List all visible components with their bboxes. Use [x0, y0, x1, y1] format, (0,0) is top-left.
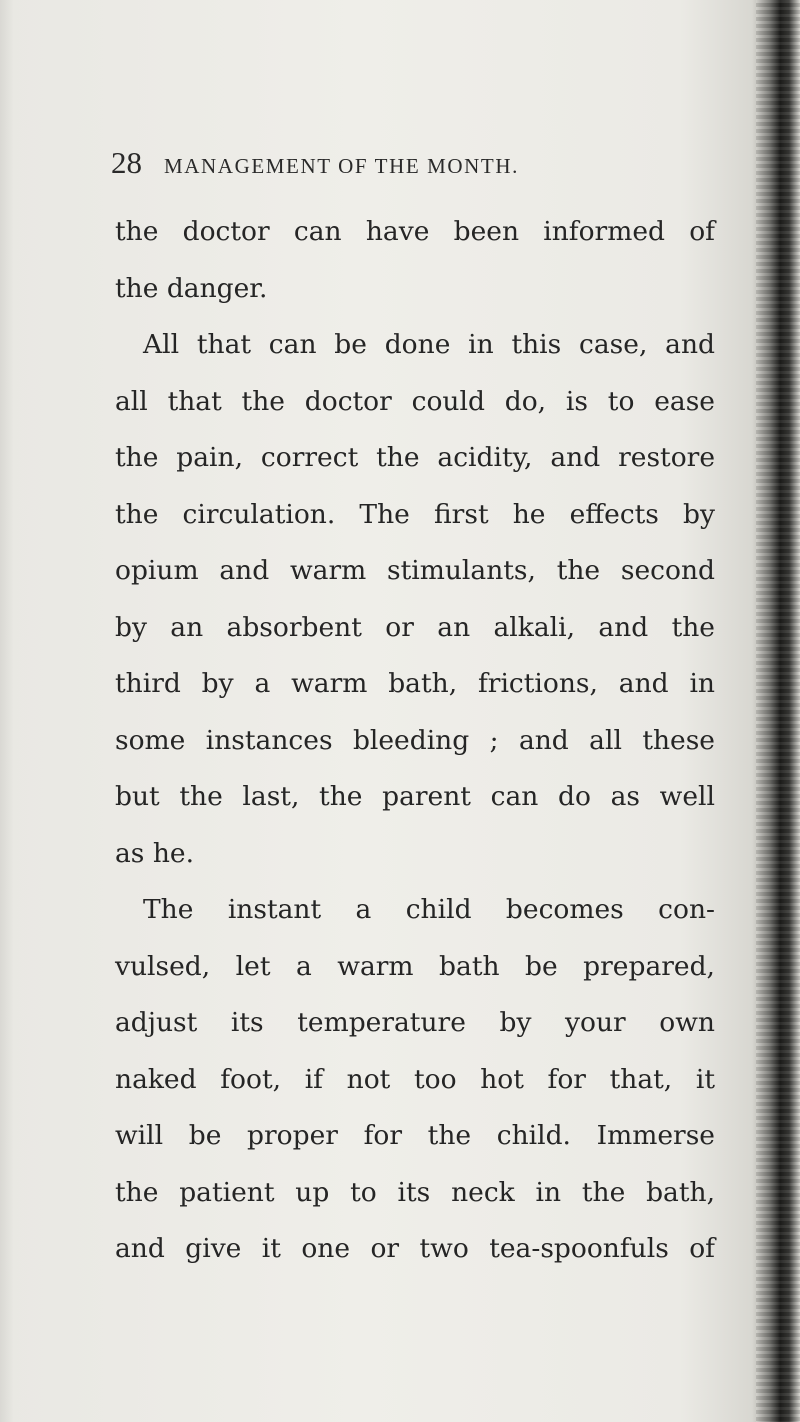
text-line: the danger. — [115, 272, 268, 304]
text-line: vulsed, let a warm bath be prepared, — [115, 950, 715, 982]
text-line: the pain, correct the acidity, and restore — [115, 442, 715, 473]
text-line: the patient up to its neck in the bath, — [115, 1176, 715, 1208]
text-line: naked foot, if not too hot for that, it — [115, 1063, 715, 1095]
text-line: adjust its temperature by your own — [115, 1007, 715, 1038]
text-line: but the last, the parent can do as well — [115, 781, 715, 812]
text-line: the circulation. The first he effects by — [115, 498, 715, 530]
paragraph-start-line: All that can be done in this case, and — [143, 329, 715, 360]
text-line: some instances bleeding ; and all these — [115, 724, 715, 756]
text-line: as he. — [115, 837, 194, 869]
paragraph-start-line: The instant a child becomes con- — [143, 894, 715, 925]
page-number: 28 — [111, 145, 142, 180]
text-line: the doctor can have been informed of — [115, 216, 715, 247]
body-text — [115, 204, 715, 1278]
running-head — [111, 145, 671, 181]
page-fold-shadow — [0, 0, 14, 1422]
text-line: third by a warm bath, frictions, and in — [115, 668, 715, 699]
book-binding-edge — [756, 0, 800, 1422]
text-line: opium and warm stimulants, the second — [115, 555, 715, 586]
text-line: by an absorbent or an alkali, and the — [115, 611, 715, 643]
text-line: all that the doctor could do, is to ease — [115, 385, 715, 417]
text-line: and give it one or two tea-spoonfuls of — [115, 1233, 715, 1264]
running-head-title: MANAGEMENT OF THE MONTH. — [164, 154, 519, 178]
text-line: will be proper for the child. Immerse — [115, 1120, 715, 1151]
